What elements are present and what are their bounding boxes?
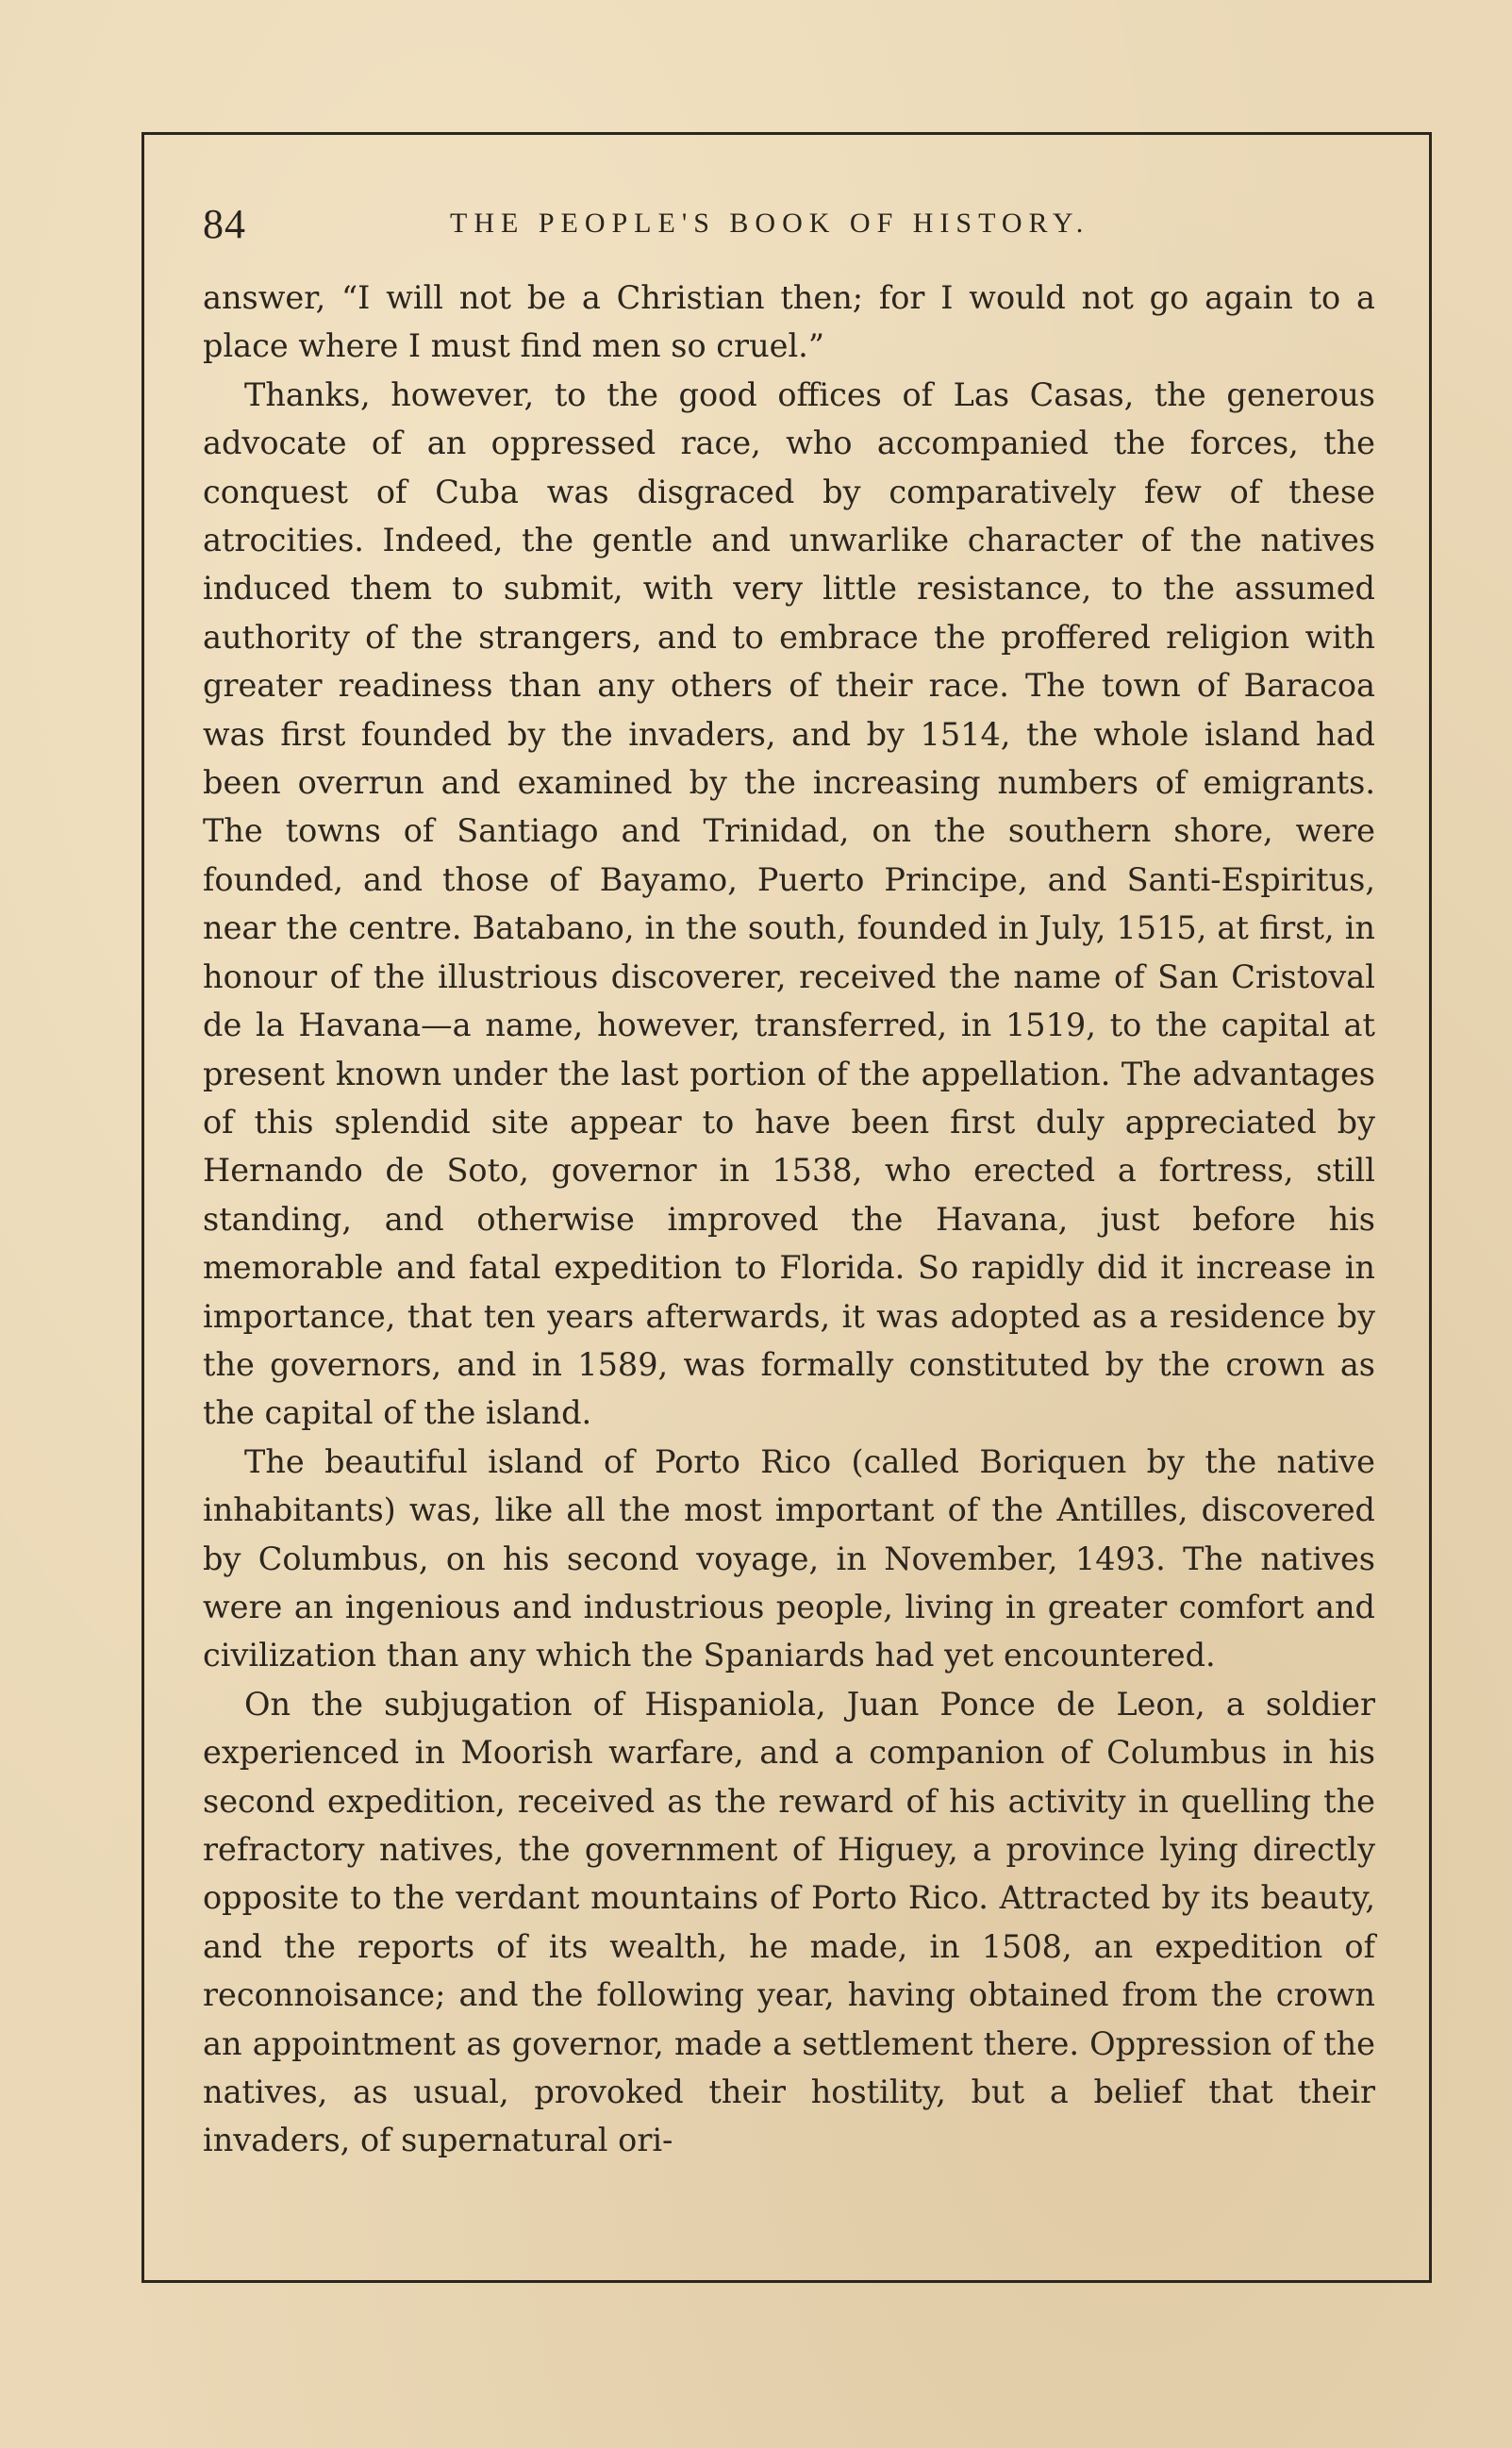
paragraph: The beautiful island of Porto Rico (called Boriquen by the native inhabitants) was, like all the most important of the Antilles, discovered by Columbus, on his second voyage, in November, 1493. The natives were an ingenious and industrious people, living in greater comfort and civilization than any which the Spaniards had yet encountered. bbox=[203, 1442, 1375, 1674]
paragraph: answer, “I will not be a Christian then; for I would not go again to a place where I must find men so cruel.” bbox=[203, 279, 1375, 365]
running-head bbox=[203, 200, 1387, 257]
paragraph: On the subjugation of Hispaniola, Juan Ponce de Leon, a soldier experienced in Moorish warfare, and a companion of Columbus in his second expedition, received as the reward of his activity in quelling the refractory natives, the government of Higuey, a province lying directly opposite to the verdant mountains of Porto Rico. Attracted by its beauty, and the reports of its wealth, he made, in 1508, an expedition of reconnoisance; and the following year, having obtained from the crown an appointment as governor, made a settlement there. Oppression of the natives, as usual, provoked their hostility, but a belief that their invaders, of supernatural ori- bbox=[203, 1685, 1375, 2159]
body-text bbox=[203, 274, 1375, 2165]
running-title: THE PEOPLE'S BOOK OF HISTORY. bbox=[450, 208, 1090, 239]
paragraph: Thanks, however, to the good offices of Las Casas, the generous advocate of an oppressed race, who accompanied the forces, the conquest of Cuba was disgraced by comparatively few of these atrocities. Indeed, the gentle and unwarlike character of the natives induced them to submit, with very little resistance, to the assumed authority of the strangers, and to embrace the proffered religion with greater readiness than any others of their race. The town of Baracoa was first founded by the invaders, and by 1514, the whole island had been overrun and examined by the increasing numbers of emigrants. The towns of Santiago and Trinidad, on the southern shore, were founded, and those of Bayamo, Puerto Principe, and Santi-Espiritus, near the centre. Batabano, in the south, founded in July, 1515, at first, in honour of the illustrious discoverer, received the name of San Cristoval de la Havana—a name, however, transferred, in 1519, to the capital at present known under the last portion of the appellation. The advantages of this splendid site appear to have been first duly appreciated by Hernando de Soto, governor in 1538, who erected a fortress, still standing, and otherwise improved the Havana, just before his memorable and fatal expedition to Florida. So rapidly did it increase in importance, that ten years afterwards, it was adopted as a residence by the governors, and in 1589, was formally constituted by the crown as the capital of the island. bbox=[203, 375, 1375, 1432]
page-number: 84 bbox=[203, 201, 246, 247]
